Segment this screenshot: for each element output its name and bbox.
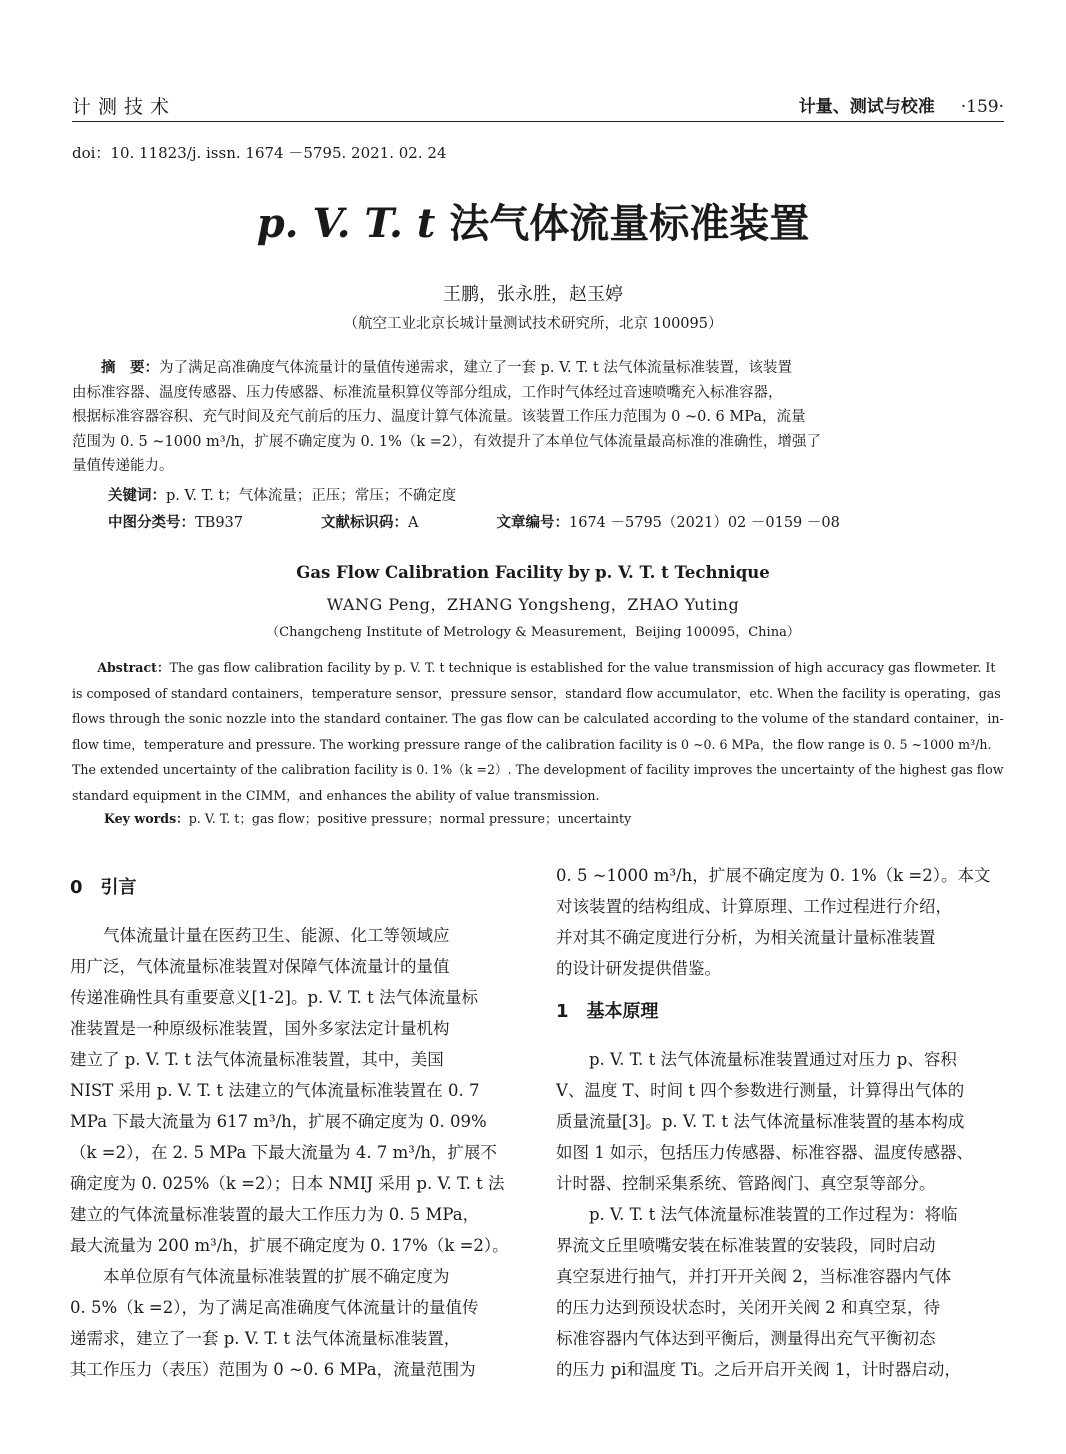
body-line: 标准容器内气体达到平衡后，测量得出充气平衡初态 [556, 1329, 936, 1348]
body-line: MPa 下最大流量为 617 m³/h，扩展不确定度为 0. 09% [70, 1112, 487, 1131]
section-heading-intro: 0 引言 [70, 877, 137, 898]
body-column-right [556, 860, 1008, 1385]
keywords-en-label: Key words： [104, 811, 189, 826]
abstract-cn-line: 由标准容器、温度传感器、压力传感器、标准流量积算仪等部分组成，工作时气体经过音速喷嘴充入标准容器， [72, 384, 783, 401]
body-line: 质量流量[3]。p. V. T. t 法气体流量标准装置的基本构成 [556, 1112, 965, 1131]
body-line: NIST 采用 p. V. T. t 法建立的气体流量标准装置在 0. 7 [70, 1081, 480, 1100]
body-line: 0. 5%（k =2），为了满足高准确度气体流量计的量值传 [70, 1298, 479, 1317]
abstract-en-line: standard equipment in the CIMM，and enhances the ability of value transmission. [72, 787, 600, 803]
doc-code-label: 文献标识码： [321, 515, 409, 531]
body-line: 的压力达到预设状态时，关闭开关阀 2 和真空泵，待 [556, 1298, 940, 1317]
body-line: 如图 1 如示，包括压力传感器、标准容器、温度传感器、 [556, 1143, 973, 1162]
abstract-cn-line: 摘 要：为了满足高准确度气体流量计的量值传递需求，建立了一套 p. V. T. t 法气体流量标准装置，该装置 [101, 360, 792, 376]
abstract-en-line: Abstract：The gas flow calibration facility by p. V. T. t technique is established for the value transmission of high accuracy gas flowmeter. It [97, 660, 996, 675]
doi-line: doi：10. 11823/j. issn. 1674 －5795. 2021. 02. 24 [72, 144, 447, 162]
body-line: 确定度为 0. 025%（k =2）；日本 NMIJ 采用 p. V. T. t 法 [70, 1174, 505, 1193]
body-line: 计时器、控制采集系统、管路阀门、真空泵等部分。 [556, 1174, 936, 1193]
keywords-cn [108, 484, 456, 505]
body-line: 气体流量计量在医药卫生、能源、化工等领域应 [70, 926, 450, 945]
body-line: 递需求，建立了一套 p. V. T. t 法气体流量标准装置， [70, 1329, 461, 1348]
classification-row [108, 511, 1008, 532]
english-authors: WANG Peng，ZHANG Yongsheng，ZHAO Yuting [326, 595, 740, 614]
clc-label: 中图分类号： [108, 515, 195, 531]
body-line: 本单位原有气体流量标准装置的扩展不确定度为 [70, 1267, 450, 1286]
abstract-en-line: flows through the sonic nozzle into the standard container. The gas flow can be calculated according to the volume of the standard container，in- [72, 711, 1004, 726]
section-heading-principle: 1 基本原理 [556, 1001, 659, 1022]
body-line: 0. 5 ~1000 m³/h，扩展不确定度为 0. 1%（k =2）。本文 [556, 866, 991, 885]
body-line: V、温度 T、时间 t 四个参数进行测量，计算得出气体的 [556, 1081, 965, 1100]
abstract-en-line: is composed of standard containers，temperature sensor，pressure sensor，standard flow accumulator，etc. When the facility is operating，gas [72, 685, 1001, 701]
body-line: （k =2），在 2. 5 MPa 下最大流量为 4. 7 m³/h，扩展不 [70, 1143, 498, 1162]
clc-value: TB937 [195, 515, 244, 531]
body-line: 用广泛，气体流量标准装置对保障气体流量计的量值 [70, 957, 450, 976]
english-title: Gas Flow Calibration Facility by p. V. T. t Technique [296, 563, 770, 582]
body-line: 传递准确性具有重要意义[1-2]。p. V. T. t 法气体流量标 [70, 988, 478, 1007]
body-line: 界流文丘里喷嘴安装在标准装置的安装段，同时启动 [556, 1236, 936, 1255]
body-line: 的设计研发提供借鉴。 [556, 959, 721, 978]
abstract-cn [72, 356, 1006, 479]
body-line: 真空泵进行抽气，并打开开关阀 2，当标准容器内气体 [556, 1267, 952, 1286]
english-affiliation: （Changcheng Institute of Metrology & Measurement，Beijing 100095，China） [266, 625, 800, 640]
paper-title [0, 192, 1066, 249]
title-text: 法气体流量标准装置 [435, 201, 810, 247]
running-header-section [799, 92, 1004, 117]
body-line: 准装置是一种原级标准装置，国外多家法定计量机构 [70, 1019, 450, 1038]
article-no-value: 1674 －5795（2021）02 －0159 －08 [569, 515, 840, 531]
running-header-journal: 计测技术 [72, 96, 177, 118]
abstract-en [72, 655, 1006, 808]
title-method: p. V. T. t [256, 200, 436, 247]
abstract-cn-line: 范围为 0. 5 ~1000 m³/h，扩展不确定度为 0. 1%（k =2），有效提升了本单位气体流量最高标准的准确性，增强了 [72, 433, 821, 450]
abstract-cn-line: 量值传递能力。 [72, 458, 174, 474]
header-rule [72, 121, 1004, 122]
doc-code-value: A [408, 515, 419, 531]
keywords-cn-label: 关键词： [108, 488, 166, 504]
body-line: p. V. T. t 法气体流量标准装置通过对压力 p、容积 [556, 1050, 957, 1069]
affiliation: （航空工业北京长城计量测试技术研究所，北京 100095） [343, 316, 723, 332]
body-column-left [70, 860, 522, 1385]
body-line: 建立了 p. V. T. t 法气体流量标准装置，其中，美国 [70, 1050, 444, 1069]
body-line: 建立的气体流量标准装置的最大工作压力为 0. 5 MPa， [70, 1205, 480, 1224]
keywords-en-text: p. V. T. t；gas flow；positive pressure；normal pressure；uncertainty [188, 811, 632, 826]
body-line: 其工作压力（表压）范围为 0 ~0. 6 MPa，流量范围为 [70, 1360, 476, 1379]
abstract-en-line: flow time，temperature and pressure. The working pressure range of the calibration facility is 0 ~0. 6 MPa，the flow range is 0. 5 ~1000 m³/h. [72, 736, 992, 752]
abstract-cn-label: 摘 要： [101, 360, 159, 376]
abstract-en-line: The extended uncertainty of the calibration facility is 0. 1%（k =2）. The development of facility improves the uncertainty of the highest gas flow [72, 762, 1004, 777]
keywords-cn-text: p. V. T. t；气体流量；正压；常压；不确定度 [166, 488, 457, 504]
abstract-en-label: Abstract： [97, 660, 170, 675]
section-name: 计量、测试与校准 [798, 97, 935, 117]
body-line: p. V. T. t 法气体流量标准装置的工作过程为：将临 [556, 1205, 958, 1224]
body-line: 对该装置的结构组成、计算原理、工作过程进行介绍， [556, 897, 952, 916]
body-line: 最大流量为 200 m³/h，扩展不确定度为 0. 17%（k =2）。 [70, 1236, 509, 1255]
body-line: 的压力 pi和温度 Ti。之后开启开关阀 1，计时器启动， [556, 1360, 961, 1379]
article-no-label: 文章编号： [496, 515, 569, 531]
abstract-cn-line: 根据标准容器容积、充气时间及充气前后的压力、温度计算气体流量。该装置工作压力范围为 0 ~0. 6 MPa，流量 [72, 409, 806, 425]
authors: 王鹏，张永胜，赵玉婷 [443, 284, 623, 305]
keywords-en [104, 808, 631, 827]
page-number: ·159· [960, 97, 1004, 117]
body-line: 并对其不确定度进行分析，为相关流量计量标准装置 [556, 928, 936, 947]
